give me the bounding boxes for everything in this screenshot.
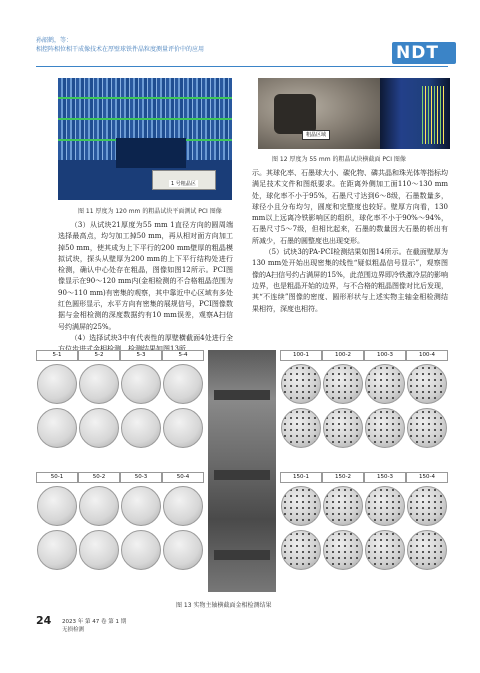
micrograph-label: 50-4	[162, 472, 204, 483]
micrograph-label: 5-4	[162, 350, 204, 361]
micrograph-disk	[37, 408, 77, 448]
micrograph-disk	[121, 408, 161, 448]
journal-name: 无损检测	[62, 627, 85, 633]
micrograph-label: 150-2	[322, 472, 364, 483]
paragraph: （3）从试块21厚度为55 mm 1直径方向的圆周端选择最高点，均匀加工掉50 mm，再从相对面方向加工掉50 mm，使其成为上下平行的200 mm壁厚的粗晶模拟试块，探头从壁厚为200 mm的上下平行结构处进行检测，确认中心处存在粗晶，图像如图12所示。PCI图像显示在90～120 mm内(金相检测的不合格粗晶范围为90～110 mm)有密集的观察，其中靠近中心区域有多处红色圆形显示，水平方向有密集的展规信号，PCI图像数据与金相检测的深度数据约有10 mm误差，观察A扫信号约满屏的25%。	[58, 221, 233, 331]
micrograph-disk	[163, 364, 203, 404]
micrograph-disk	[407, 486, 447, 526]
figure-12-image	[252, 78, 450, 149]
figure-11-image	[58, 78, 232, 200]
figure-13-left-panel	[36, 350, 204, 592]
micrograph-label: 5-2	[78, 350, 120, 361]
micrograph-label: 5-3	[120, 350, 162, 361]
micrograph-label: 50-1	[36, 472, 78, 483]
micrograph-disk	[163, 408, 203, 448]
micrograph-disk	[407, 364, 447, 404]
figure-11-inset-label: 1 号粗晶区	[171, 181, 196, 187]
micrograph-disk	[281, 408, 321, 448]
micrograph-disk	[121, 486, 161, 526]
header-authors: 孙韶鹤，等：	[36, 37, 73, 44]
micrograph-disk	[323, 530, 363, 570]
journal-logo	[392, 42, 456, 64]
micrograph-disk	[407, 408, 447, 448]
micrograph-label: 100-2	[322, 350, 364, 361]
micrograph-label: 150-1	[280, 472, 322, 483]
header-rule	[36, 66, 448, 67]
paragraph: （4）选择试块3中有代表性的厚壁横截面4处进行全	[70, 333, 233, 342]
logo-text: NDT	[396, 43, 439, 63]
micrograph-disk	[79, 364, 119, 404]
header-title: 相控阵相位相干成像技术在厚壁球铁件晶粒度测量评价中的应用	[36, 46, 205, 53]
figure-13-image	[36, 350, 448, 592]
micrograph-label: 5-1	[36, 350, 78, 361]
micrograph-disk	[365, 364, 405, 404]
micrograph-disk	[323, 408, 363, 448]
figure-12-photo	[258, 78, 380, 149]
micrograph-disk	[37, 486, 77, 526]
micrograph-disk	[163, 530, 203, 570]
micrograph-disk	[37, 364, 77, 404]
micrograph-disk	[407, 530, 447, 570]
right-column	[252, 168, 448, 315]
micrograph-label: 100-1	[280, 350, 322, 361]
figure-11-inset	[152, 170, 216, 190]
micrograph-disk	[163, 486, 203, 526]
micrograph-disk	[323, 364, 363, 404]
micrograph-label: 100-4	[406, 350, 448, 361]
paragraph: （5）试块3的PA-PCI检测结果如图14所示。在截面壁厚为130 mm处开始出现密集的线性“疑似粗晶信号显示”，观察图像的A扫信号约占满屏的15%，此范围边界即冷铁激冷层的影响边界，也是粗晶开始的边界，与不合格的粗晶图像对比后发现，其“不连续”图像的密度、圆形形状与上述实物主轴金相检测结果相符，深度也相符。	[252, 248, 448, 313]
micrograph-disk	[121, 364, 161, 404]
micrograph-disk	[365, 486, 405, 526]
micrograph-label: 150-4	[406, 472, 448, 483]
running-header	[36, 36, 356, 54]
figure-13-caption: 图 13 实物主轴横截面金相检测结果	[176, 602, 272, 609]
page-number: 24	[36, 614, 52, 627]
micrograph-label: 50-3	[120, 472, 162, 483]
micrograph-disk	[281, 486, 321, 526]
micrograph-disk	[323, 486, 363, 526]
figure-13-center-photo	[208, 350, 276, 592]
figure-11-caption: 图 11 厚度为 120 mm 的粗晶试块平面测试 PCI 图像	[78, 208, 222, 215]
micrograph-label: 100-3	[364, 350, 406, 361]
figure-12-caption: 图 12 厚度为 55 mm 的粗晶试块横截面 PCI 图像	[272, 156, 406, 163]
figure-13-right-panel	[280, 350, 448, 592]
paragraph: 示。其球化率、石墨球大小、碳化物、磷共晶和珠光体等指标均满足技术文件和图纸要求。在距离外侧加工面110～130 mm处，球化率不小于95%，石墨尺寸达到6～8级，石墨数量多，球径小且分布均匀，圆度和完整度也较好。壁厚方向看，130 mm以上远离冷铁影响区的组织，球化率不小于90%～94%，石墨尺寸5～7级，但相比起来，石墨的数量因大石墨的析出有所减少，石墨的圆整度也出现变形。	[252, 169, 448, 245]
left-column	[58, 220, 233, 356]
journal-footer	[62, 618, 126, 634]
figure-12-scan	[380, 78, 450, 149]
journal-issue: 2023 年 第 47 卷 第 1 期	[62, 619, 127, 625]
micrograph-disk	[79, 530, 119, 570]
micrograph-disk	[121, 530, 161, 570]
micrograph-disk	[281, 530, 321, 570]
micrograph-disk	[79, 486, 119, 526]
micrograph-disk	[281, 364, 321, 404]
micrograph-label: 150-3	[364, 472, 406, 483]
micrograph-disk	[365, 408, 405, 448]
figure-12-photo-label: 粗晶区域	[302, 130, 330, 140]
micrograph-disk	[79, 408, 119, 448]
micrograph-disk	[37, 530, 77, 570]
micrograph-label: 50-2	[78, 472, 120, 483]
micrograph-disk	[365, 530, 405, 570]
